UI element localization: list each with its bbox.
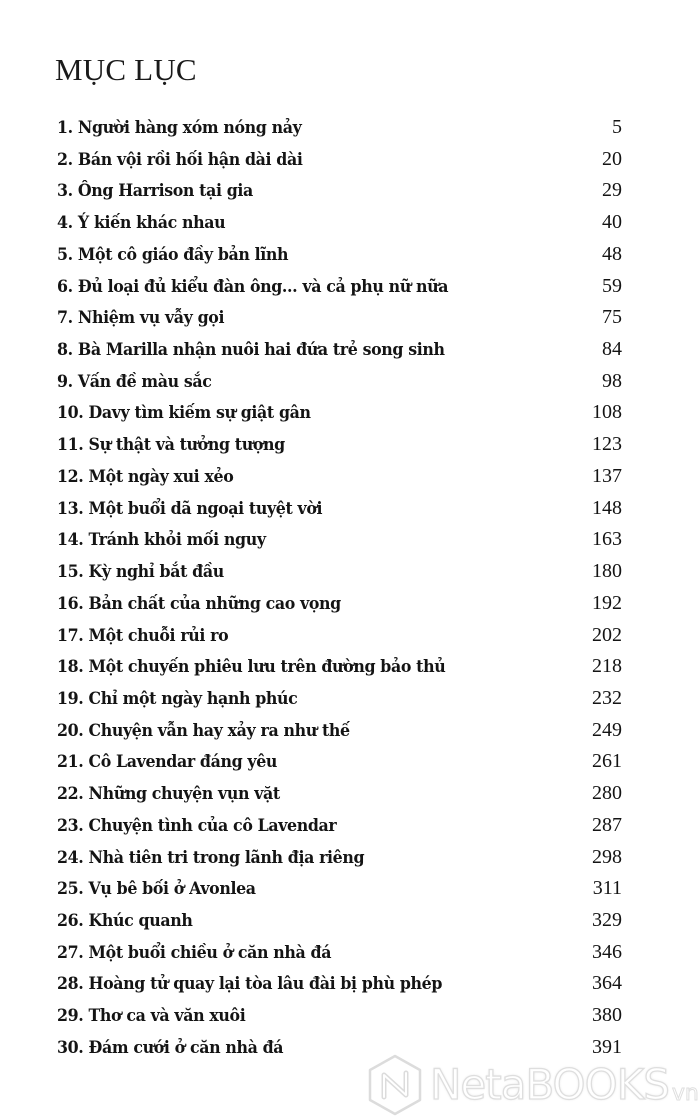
toc-entry [57, 176, 622, 208]
toc-entry-page-number: 98 [602, 369, 622, 392]
toc-entry-title: 15. Kỳ nghỉ bắt đầu [57, 562, 224, 583]
toc-entry-page-number: 249 [592, 718, 622, 741]
toc-entry-title: 13. Một buổi dã ngoại tuyệt vời [57, 498, 323, 519]
toc-entry [57, 874, 622, 906]
toc-entry-title: 19. Chỉ một ngày hạnh phúc [57, 688, 298, 709]
toc-entry-page-number: 261 [592, 750, 622, 773]
table-of-contents [57, 113, 622, 1065]
toc-entry-page-number: 180 [592, 560, 622, 583]
toc-entry-page-number: 108 [592, 401, 622, 424]
toc-entry-page-number: 84 [602, 338, 622, 361]
toc-entry [57, 589, 622, 621]
toc-entry-title: 14. Tránh khỏi mối nguy [57, 530, 266, 551]
toc-entry-title: 23. Chuyện tình của cô Lavendar [57, 815, 337, 836]
toc-entry-page-number: 280 [592, 782, 622, 805]
toc-entry [57, 1001, 622, 1033]
toc-entry-page-number: 346 [592, 940, 622, 963]
toc-entry-title: 26. Khúc quanh [57, 910, 193, 931]
toc-entry-title: 18. Một chuyến phiêu lưu trên đường bảo thủ [57, 657, 446, 678]
page-title: MỤC LỤC [55, 52, 197, 87]
toc-entry-title: 4. Ý kiến khác nhau [57, 213, 226, 234]
toc-entry [57, 113, 622, 145]
toc-entry-title: 7. Nhiệm vụ vẫy gọi [57, 308, 225, 329]
toc-entry [57, 240, 622, 272]
toc-entry-title: 11. Sự thật và tưởng tượng [57, 435, 285, 456]
toc-entry-page-number: 287 [592, 813, 622, 836]
toc-entry-page-number: 148 [592, 496, 622, 519]
toc-entry-page-number: 163 [592, 528, 622, 551]
toc-entry-title: 27. Một buổi chiều ở căn nhà đá [57, 942, 332, 963]
toc-entry-title: 24. Nhà tiên tri trong lãnh địa riêng [57, 847, 365, 868]
toc-entry-title: 25. Vụ bê bối ở Avonlea [57, 879, 256, 900]
toc-entry-title: 8. Bà Marilla nhận nuôi hai đứa trẻ song sinh [57, 340, 445, 361]
watermark [366, 1050, 699, 1120]
toc-entry-page-number: 5 [612, 116, 622, 138]
toc-entry-page-number: 329 [592, 908, 622, 931]
toc-entry-title: 28. Hoàng tử quay lại tòa lâu đài bị phù phép [57, 974, 443, 995]
toc-entry [57, 938, 622, 970]
toc-entry-page-number: 192 [592, 591, 622, 614]
toc-entry-title: 12. Một ngày xui xẻo [57, 466, 234, 487]
toc-entry [57, 906, 622, 938]
toc-entry-page-number: 298 [592, 845, 622, 868]
toc-entry [57, 716, 622, 748]
toc-entry [57, 430, 622, 462]
toc-entry-page-number: 364 [592, 972, 622, 995]
toc-entry-title: 20. Chuyện vẫn hay xảy ra như thế [57, 720, 350, 741]
toc-entry [57, 557, 622, 589]
toc-entry-page-number: 218 [592, 655, 622, 678]
toc-entry-title: 3. Ông Harrison tại gia [57, 181, 253, 202]
toc-entry-title: 6. Đủ loại đủ kiểu đàn ông... và cả phụ nữ nữa [57, 276, 449, 297]
toc-entry-page-number: 380 [592, 1004, 622, 1027]
toc-entry [57, 779, 622, 811]
toc-entry-page-number: 75 [602, 306, 622, 329]
toc-entry-title: 30. Đám cưới ở căn nhà đá [57, 1037, 284, 1058]
toc-entry-page-number: 123 [592, 433, 622, 456]
toc-entry [57, 525, 622, 557]
watermark-brand: NetaBOOKS [430, 1060, 669, 1109]
toc-entry-page-number: 40 [602, 211, 622, 234]
toc-entry [57, 208, 622, 240]
toc-entry [57, 652, 622, 684]
toc-entry-title: 9. Vấn đề màu sắc [57, 371, 212, 392]
toc-entry [57, 969, 622, 1001]
toc-entry [57, 684, 622, 716]
toc-entry [57, 462, 622, 494]
toc-entry-page-number: 232 [592, 686, 622, 709]
toc-entry-page-number: 311 [592, 877, 622, 900]
toc-entry-title: 29. Thơ ca và văn xuôi [57, 1006, 246, 1027]
toc-entry [57, 494, 622, 526]
toc-entry-title: 21. Cô Lavendar đáng yêu [57, 752, 278, 773]
toc-entry [57, 621, 622, 653]
hexagon-n-logo-icon [366, 1053, 424, 1117]
toc-entry [57, 811, 622, 843]
toc-entry-page-number: 29 [602, 179, 622, 202]
toc-entry [57, 747, 622, 779]
toc-entry-page-number: 48 [602, 242, 622, 265]
toc-entry-page-number: 137 [592, 464, 622, 487]
toc-entry [57, 398, 622, 430]
toc-entry-title: 1. Người hàng xóm nóng nảy [57, 118, 302, 138]
toc-entry-title: 2. Bán vội rồi hối hận dài dài [57, 149, 303, 170]
toc-entry [57, 335, 622, 367]
toc-entry-title: 22. Những chuyện vụn vặt [57, 784, 280, 805]
toc-entry-title: 5. Một cô giáo đầy bản lĩnh [57, 244, 289, 265]
toc-entry-title: 10. Davy tìm kiếm sự giật gân [57, 403, 311, 424]
watermark-suffix: vn [671, 1081, 699, 1106]
toc-entry-page-number: 391 [592, 1035, 622, 1058]
toc-entry-page-number: 20 [602, 147, 622, 170]
toc-entry [57, 272, 622, 304]
toc-entry-title: 16. Bản chất của những cao vọng [57, 593, 341, 614]
toc-entry-page-number: 202 [592, 623, 622, 646]
toc-entry [57, 367, 622, 399]
toc-entry [57, 843, 622, 875]
toc-entry-page-number: 59 [602, 274, 622, 297]
toc-entry-title: 17. Một chuỗi rủi ro [57, 625, 229, 646]
toc-entry [57, 303, 622, 335]
toc-entry [57, 145, 622, 177]
